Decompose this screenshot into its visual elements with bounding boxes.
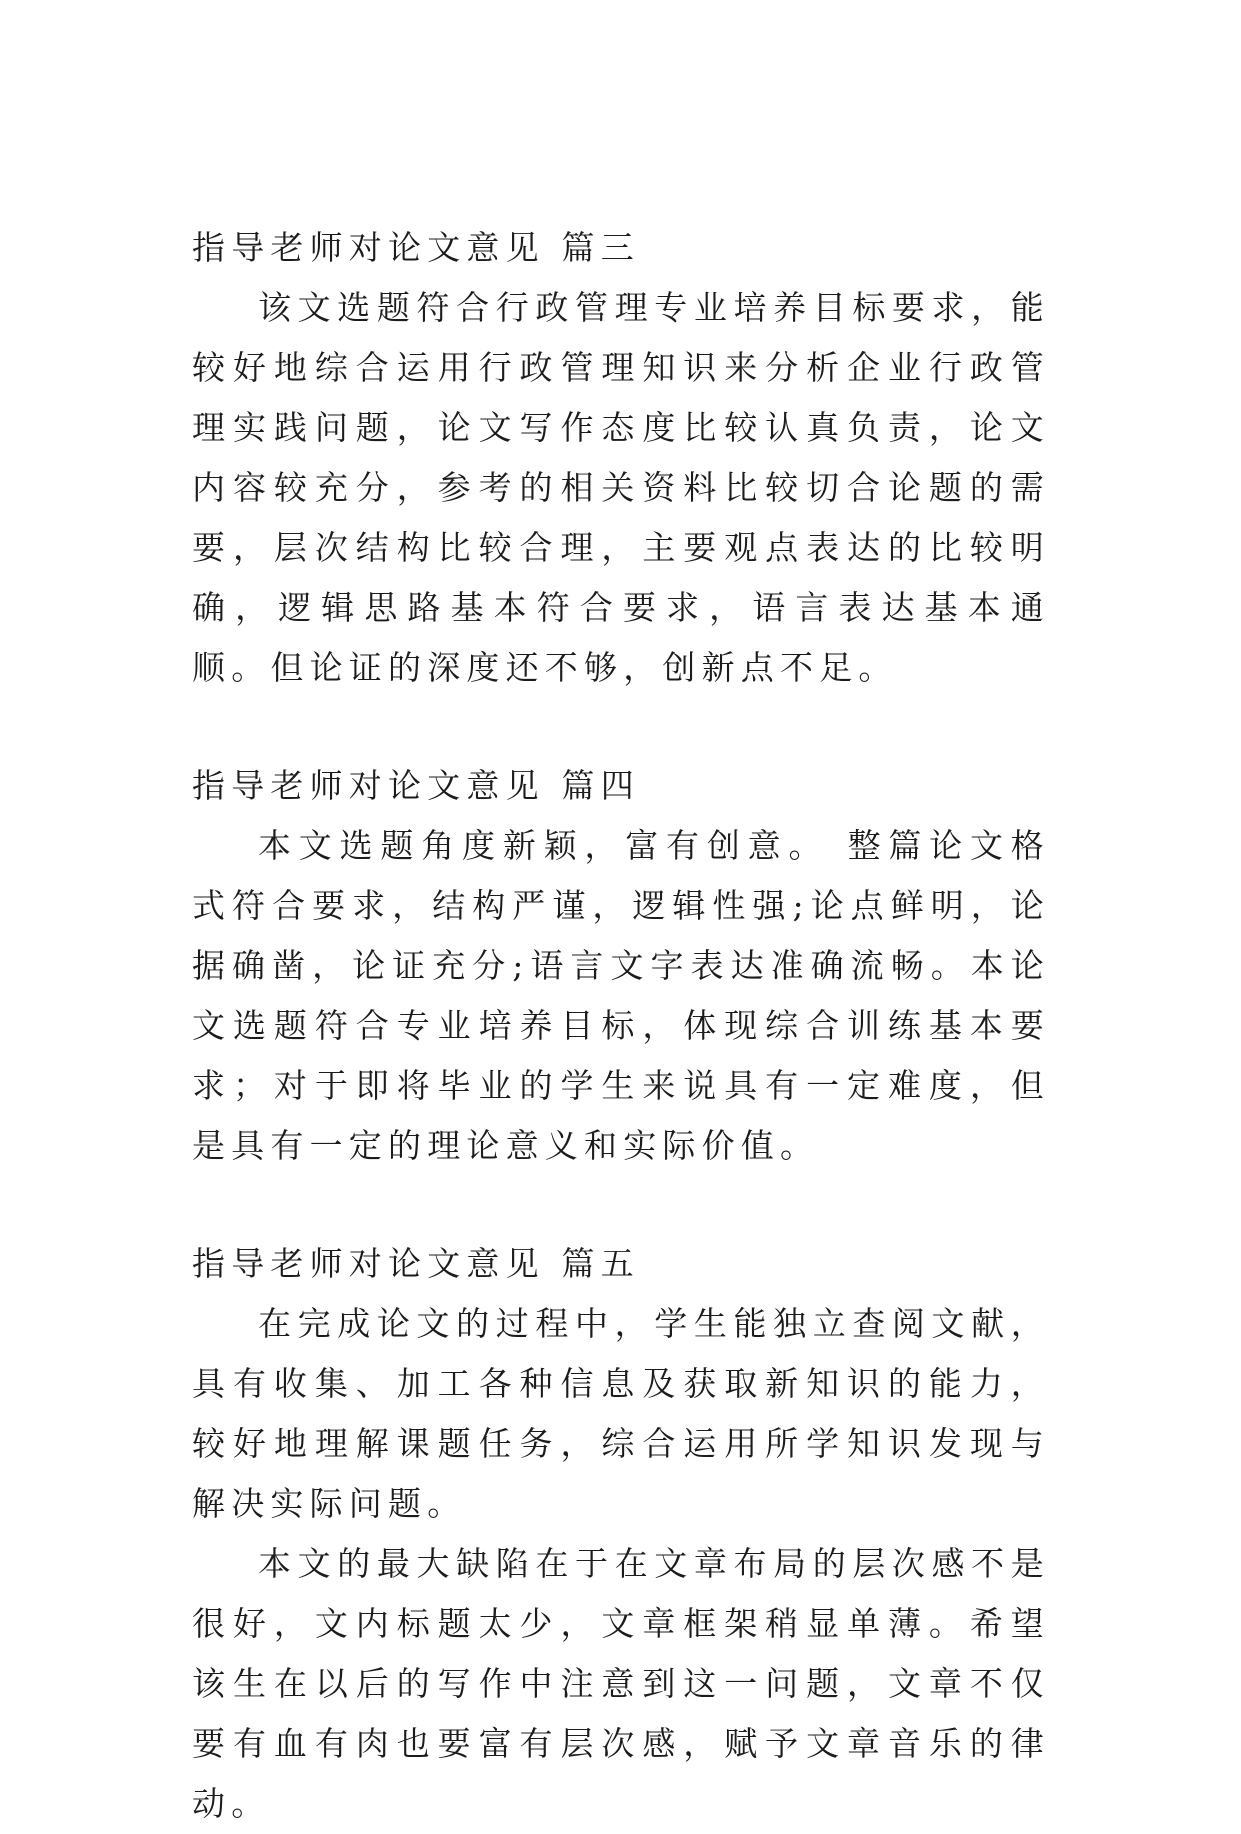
section-heading: 指导老师对论文意见 篇四 xyxy=(192,766,640,805)
section-pian-san xyxy=(192,218,1050,698)
section-paragraph: 该文选题符合行政管理专业培养目标要求，能较好地综合运用行政管理知识来分析企业行政管理实践问题，论文写作态度比较认真负责，论文内容较充分，参考的相关资料比较切合论题的需要，层次结构比较合理，主要观点表达的比较明确，逻辑思路基本符合要求，语言表达基本通顺。但论证的深度还不够，创新点不足。 xyxy=(192,288,1050,687)
document-body xyxy=(192,218,1050,1834)
section-heading: 指导老师对论文意见 篇三 xyxy=(192,228,640,267)
section-paragraph: 在完成论文的过程中，学生能独立查阅文献，具有收集、加工各种信息及获取新知识的能力，较好地理解课题任务，综合运用所学知识发现与解决实际问题。 xyxy=(192,1304,1050,1523)
section-paragraph: 本文的最大缺陷在于在文章布局的层次感不是很好，文内标题太少，文章框架稍显单薄。希望该生在以后的写作中注意到这一问题，文章不仅要有血有肉也要富有层次感，赋予文章音乐的律动。 xyxy=(192,1544,1050,1823)
section-paragraph: 本文选题角度新颖，富有创意。 整篇论文格式符合要求，结构严谨，逻辑性强;论点鲜明，论据确凿，论证充分;语言文字表达准确流畅。本论文选题符合专业培养目标，体现综合训练基本要求；对于即将毕业的学生来说具有一定难度，但是具有一定的理论意义和实际价值。 xyxy=(192,826,1050,1165)
section-heading: 指导老师对论文意见 篇五 xyxy=(192,1244,640,1283)
section-pian-wu xyxy=(192,1234,1050,1834)
section-pian-si xyxy=(192,756,1050,1176)
